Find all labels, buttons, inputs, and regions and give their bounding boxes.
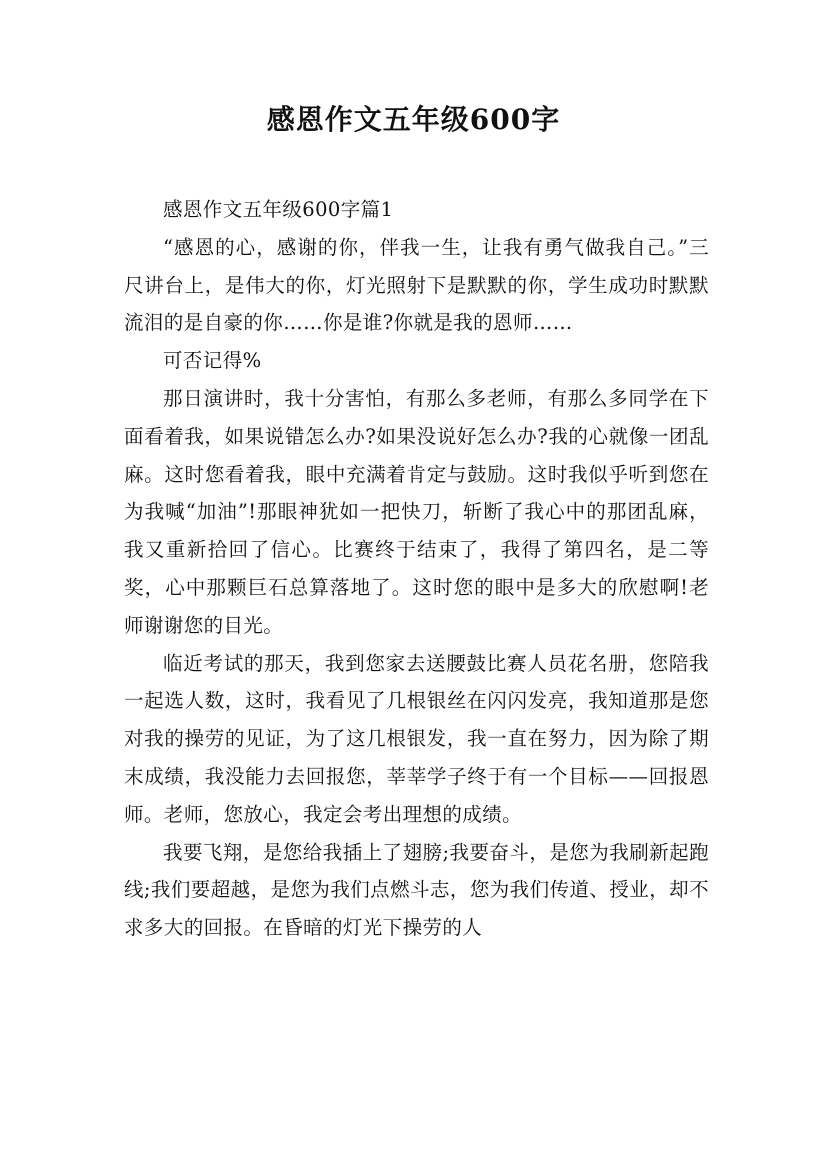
section-heading: 感恩作文五年级600字篇1 bbox=[163, 198, 394, 221]
paragraph: “感恩的心，感谢的你，伴我一生，让我有勇气做我自己。”三尺讲台上，是伟大的你，灯光照射下是默默的你，学生成功时默默流泪的是自豪的你……你是谁?你就是我的恩师…… bbox=[124, 235, 709, 335]
document-title: 感恩作文五年级600字 bbox=[266, 103, 561, 136]
paragraph: 临近考试的那天，我到您家去送腰鼓比赛人员花名册，您陪我一起选人数，这时，我看见了几根银丝在闪闪发亮，我知道那是您对我的操劳的见证，为了这几根银发，我一直在努力，因为除了期末成绩，我没能力去回报您，莘莘学子终于有一个目标——回报恩师。老师，您放心，我定会考出理想的成绩。 bbox=[124, 651, 709, 826]
paragraph: 那日演讲时，我十分害怕，有那么多老师，有那么多同学在下面看着我，如果说错怎么办?如果没说好怎么办?我的心就像一团乱麻。这时您看着我，眼中充满着肯定与鼓励。这时我似乎听到您在为我喊“加油”!那眼神犹如一把快刀，斩断了我心中的那团乱麻，我又重新拾回了信心。比赛终于结束了，我得了第四名，是二等奖，心中那颗巨石总算落地了。这时您的眼中是多大的欣慰啊!老师谢谢您的目光。 bbox=[124, 386, 709, 637]
paragraph: 我要飞翔，是您给我插上了翅膀;我要奋斗，是您为我刷新起跑线;我们要超越，是您为我们点燃斗志，您为我们传道、授业，却不求多大的回报。在昏暗的灯光下操劳的人 bbox=[124, 840, 709, 940]
paragraph: 可否记得% bbox=[163, 349, 262, 373]
document-body bbox=[124, 191, 709, 947]
